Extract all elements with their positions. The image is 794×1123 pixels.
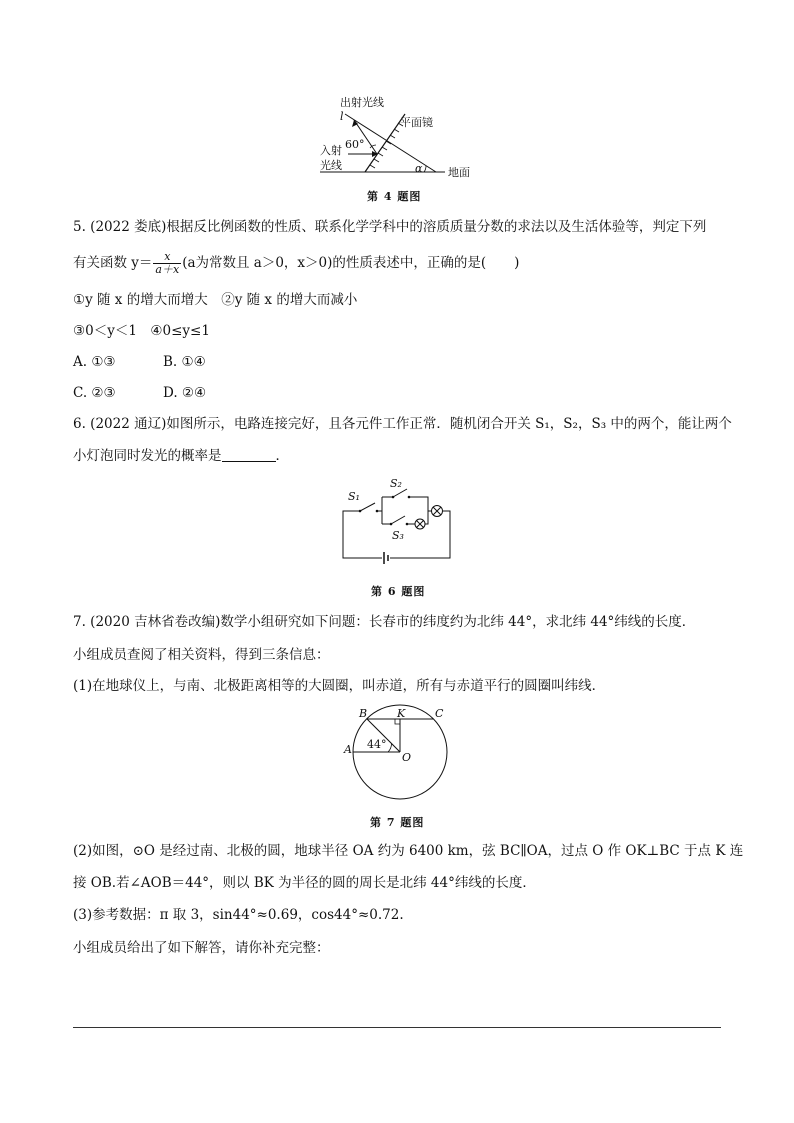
q6-line-2-post: ． <box>275 448 289 464</box>
label-o: O <box>402 751 412 764</box>
label-angle-44: 44° <box>367 738 387 751</box>
s2-right-wire <box>409 497 428 511</box>
label-s2: S₂ <box>390 477 402 490</box>
q5-frac-num: x <box>153 251 181 264</box>
figure-4 <box>300 92 500 202</box>
reflected-arrow <box>352 120 358 127</box>
mirror-line <box>365 114 405 172</box>
q5-line-1: 5. (2022 娄底)根据反比例函数的性质、联系化学学科中的溶质质量分数的求法以及生活体验等，判定下列 <box>73 219 707 235</box>
q7-line-1: 7. (2020 吉林省卷改编)数学小组研究如下问题：长春市的纬度约为北纬 44°，求北纬 44°纬线的长度． <box>73 614 696 630</box>
q5-option-c: C. ②③ <box>73 385 116 401</box>
label-b: B <box>359 707 368 720</box>
figure-7-caption: 第 7 题图 <box>370 816 425 829</box>
alpha-arc <box>424 166 426 172</box>
mirror-hatching <box>370 123 403 168</box>
label-k: K <box>397 707 406 720</box>
q5-frac-den: a＋x <box>155 263 180 276</box>
q7-line-7: 小组成员给出了如下解答，请你补充完整： <box>73 940 330 956</box>
q6-answer-blank <box>222 448 276 462</box>
label-out: 出射光线 <box>340 96 384 109</box>
q6-line-2 <box>73 447 289 465</box>
label-alpha: α <box>415 162 423 175</box>
switch-s2 <box>393 489 407 497</box>
label-mirror: 平面镜 <box>400 116 433 129</box>
q5-line-2-pre: 有关函数 y＝ <box>73 255 153 271</box>
figure-4-caption: 第 4 题图 <box>367 190 422 203</box>
circuit-left-wire <box>343 511 382 558</box>
figure-6-svg <box>335 478 460 568</box>
angle-arc-aob <box>388 744 392 753</box>
label-angle: 60° <box>345 138 365 151</box>
label-a: A <box>344 743 352 756</box>
q7-line-4: (2)如图，⊙O 是经过南、北极的圆，地球半径 OA 约为 6400 km，弦 BC∥OA，过点 O 作 OK⊥BC 于点 K 连 <box>73 843 744 859</box>
label-ground: 地面 <box>448 166 470 179</box>
q5-option-b: B. ①④ <box>163 354 206 370</box>
footer-rule <box>73 1027 721 1028</box>
figure-6 <box>335 478 460 568</box>
q5-fraction <box>153 251 181 276</box>
switch-s1 <box>360 503 375 511</box>
q5-line-2-post: (a为常数且 a＞0，x＞0)的性质表述中，正确的是( <box>182 255 487 271</box>
q7-line-2: 小组成员查阅了相关资料，得到三条信息： <box>73 647 330 663</box>
q5-statement-1: ①y 随 x 的增大而增大 ②y 随 x 的增大而减小 <box>73 292 358 308</box>
q5-option-d: D. ②④ <box>163 385 207 401</box>
q5-line-2 <box>73 251 519 276</box>
q5-options-row-2 <box>73 384 206 402</box>
q7-line-6: (3)参考数据：π 取 3，sin44°≈0.69，cos44°≈0.72. <box>73 907 404 923</box>
q7-line-3: (1)在地球仪上，与南、北极距离相等的大圆圈，叫赤道，所有与赤道平行的圆圈叫纬线． <box>73 678 606 694</box>
q5-options-row-1 <box>73 353 206 371</box>
switch-s3 <box>391 516 405 524</box>
label-s1: S₁ <box>348 490 360 503</box>
figure-4-svg <box>300 92 500 202</box>
label-c: C <box>435 707 444 720</box>
label-s3: S₃ <box>392 529 404 542</box>
figure-6-caption: 第 6 题图 <box>371 585 426 598</box>
q5-option-a: A. ①③ <box>73 354 116 370</box>
figure-7-svg <box>340 705 460 805</box>
label-l: l <box>340 110 344 123</box>
q5-line-2-end: ) <box>514 255 520 271</box>
q6-line-1: 6. (2022 通辽)如图所示，电路连接完好，且各元件工作正常．随机闭合开关 S₁，S₂，S₃ 中的两个，能让两个 <box>73 416 732 432</box>
figure-7 <box>340 705 460 805</box>
label-in-1: 入射 <box>320 144 342 157</box>
lamp-1-wire <box>425 511 431 524</box>
label-in-2: 光线 <box>320 159 342 172</box>
q5-statement-2: ③0＜y＜1 ④0≤y≤1 <box>73 323 210 339</box>
q7-line-5: 接 OB.若∠AOB＝44°，则以 BK 为半径的圆的周长是北纬 44°纬线的长度． <box>73 875 536 891</box>
q6-line-2-pre: 小灯泡同时发光的概率是 <box>73 448 222 464</box>
